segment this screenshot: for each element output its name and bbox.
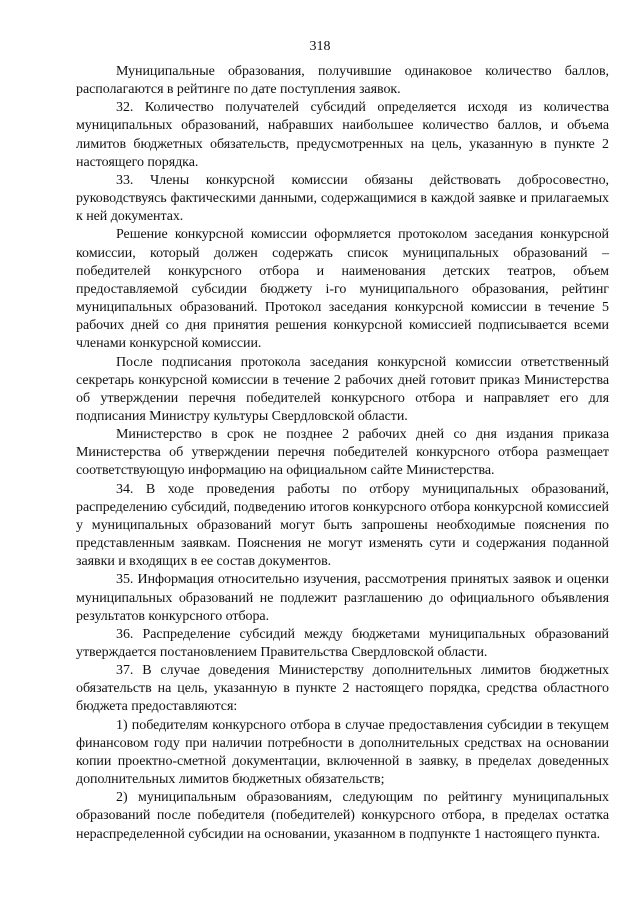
paragraph-ranking-note: Муниципальные образования, получившие одинаковое количество баллов, располагаются в рейтинге по дате поступления заявок. <box>76 64 609 98</box>
paragraph-protocol-signing: После подписания протокола заседания конкурсной комиссии ответственный секретарь конкурсной комиссии в течение 2 рабочих дней готовит приказ Министерства об утверждении перечня победителей конкурсного отбора и направляет его для подписания Министру культуры Свердловской области. <box>76 354 609 424</box>
paragraph-34: 34. В ходе проведения работы по отбору муниципальных образований, распределению субсидий, подведению итогов конкурсного отбора конкурсной комиссией у муниципальных образований могут быть запрошены необходимые пояснения по представленным заявкам. Пояснения не могут изменять сути и содержания поданной заявки и входящих в ее состав документов. <box>76 481 609 570</box>
paragraph-37-item-2: 2) муниципальным образованиям, следующим по рейтингу муниципальных образований после победителя (победителей) конкурсного отбора, в пределах остатка нераспределенной субсидии на основании, указанном в подпункте 1 настоящего пункта. <box>76 790 609 842</box>
paragraph-33: 33. Члены конкурсной комиссии обязаны действовать добросовестно, руководствуясь фактическими данными, содержащимися в каждой заявке и прилагаемых к ней документах. <box>76 172 609 225</box>
paragraph-ministry-publication: Министерство в срок не позднее 2 рабочих дней со дня издания приказа Министерства об утверждении перечня победителей конкурсного отбора размещает соответствующую информацию на официальном сайте Министерства. <box>76 427 609 479</box>
paragraph-32: 32. Количество получателей субсидий определяется исходя из количества муниципальных образований, набравших наибольшее количество баллов, и объема лимитов бюджетных обязательств, предусмотренных на цель, указанную в пункте 2 настоящего порядка. <box>76 100 609 170</box>
paragraph-35: 35. Информация относительно изучения, рассмотрения принятых заявок и оценки муниципальных образований не подлежит разглашению до официального объявления результатов конкурсного отбора. <box>76 572 609 624</box>
paragraph-37-item-1: 1) победителям конкурсного отбора в случае предоставления субсидии в текущем финансовом году при наличии потребности в дополнительных средствах на основании копии проектно-сметной документации, включенной в заявку, в пределах доведенных дополнительных лимитов бюджетных обязательств; <box>76 717 609 788</box>
paragraph-36: 36. Распределение субсидий между бюджетами муниципальных образований утверждается постановлением Правительства Свердловской области. <box>76 626 609 660</box>
paragraph-37: 37. В случае доведения Министерству дополнительных лимитов бюджетных обязательств на цель, указанную в пункте 2 настоящего порядка, средства областного бюджета предоставляются: <box>76 663 609 715</box>
page-number: 318 <box>309 39 331 54</box>
paragraph-commission-decision: Решение конкурсной комиссии оформляется протоколом заседания конкурсной комиссии, который должен содержать список муниципальных образований – победителей конкурсного отбора и наименования детских театров, объем предоставляемой субсидии бюджету i-го муниципального образования, рейтинг муниципальных образований. Протокол заседания конкурсной комиссии в течение 5 рабочих дней со дня принятия решения конкурсной комиссией подписывается всеми членами конкурсной комиссии. <box>76 227 609 352</box>
document-body <box>76 63 609 844</box>
